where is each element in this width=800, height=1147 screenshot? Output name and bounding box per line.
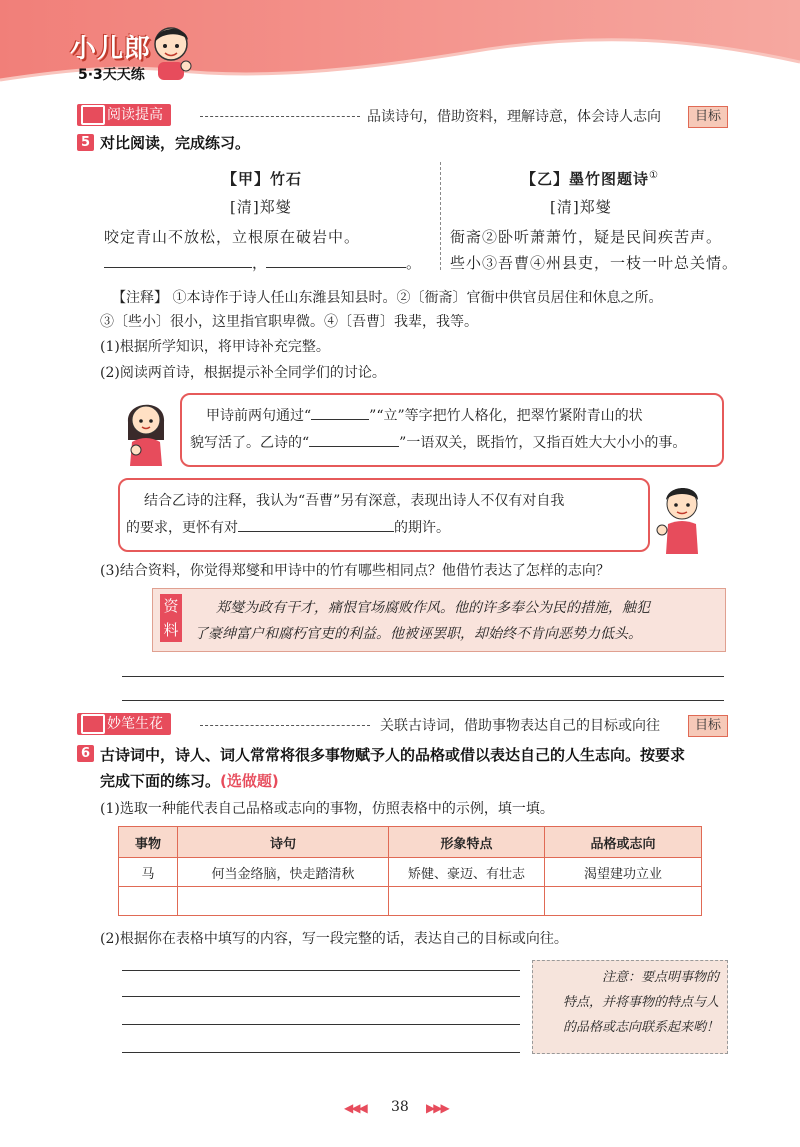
answer-blank[interactable] <box>309 434 399 447</box>
tip-line: 特点，并将事物的特点与人 <box>562 995 719 1010</box>
poem-a-author: [清]郑燮 <box>230 198 292 216</box>
section-goal: 关联古诗词，借助事物表达自己的目标或向往 <box>380 718 660 734</box>
bubble-line <box>206 405 643 425</box>
notes-line: 【注释】 ①本诗作于诗人任山东潍县知县时。②〔衙斋〕官衙中供官员居住和休息之所。 <box>112 290 663 306</box>
section-goal: 品读诗句，借助资料，理解诗意，体会诗人志向 <box>367 109 661 125</box>
sub-question: (1)根据所学知识，将甲诗补充完整。 <box>100 339 330 355</box>
table-cell-empty[interactable] <box>545 887 702 916</box>
question-title-text: 完成下面的练习。 <box>100 772 221 790</box>
poem-b-line2: 些小③吾曹④州县吏，一枝一叶总关情。 <box>450 254 739 272</box>
material-tag-char: 资 <box>163 597 179 615</box>
section-badge-label: 阅读提高 <box>107 107 163 123</box>
book-icon <box>81 105 105 125</box>
sub-question: (2)阅读两首诗，根据提示补全同学们的讨论。 <box>100 365 386 381</box>
answer-blank[interactable] <box>266 267 406 268</box>
answer-line[interactable] <box>122 970 520 971</box>
poem-b-author: [清]郑燮 <box>550 198 612 216</box>
next-page-arrows-icon[interactable]: ▶▶▶ <box>426 1101 448 1115</box>
question-number: 5 <box>77 134 94 151</box>
poem-a-comma: ， <box>252 254 269 272</box>
bubble-line: 结合乙诗的注释，我认为“吾曹”另有深意，表现出诗人不仅有对自我 <box>144 493 565 509</box>
answer-line[interactable] <box>122 1052 520 1053</box>
sub-question: (2)根据你在表格中填写的内容，写一段完整的话，表达自己的目标或向往。 <box>100 931 568 947</box>
answer-line[interactable] <box>122 996 520 997</box>
section-badge-writing <box>77 713 171 735</box>
girl-avatar-icon <box>118 392 174 466</box>
answer-blank[interactable] <box>104 267 252 268</box>
answer-blank[interactable] <box>311 407 369 420</box>
optional-label: (选做题) <box>220 772 279 790</box>
question-number: 6 <box>77 745 94 762</box>
table-cell: 矫健、豪迈、有壮志 <box>389 858 545 887</box>
table-cell-empty[interactable] <box>389 887 545 916</box>
boy-mascot-icon <box>148 20 194 82</box>
goal-tag: 目标 <box>688 106 728 128</box>
bubble-text: ”“立”等字把竹人格化，把翠竹紧附青山的状 <box>369 408 643 424</box>
goal-tag: 目标 <box>688 715 728 737</box>
table-cell-empty[interactable] <box>119 887 178 916</box>
table-row[interactable] <box>119 887 702 916</box>
bubble-line <box>190 432 686 452</box>
bubble-text: 貌写活了。乙诗的“ <box>190 435 310 451</box>
poem-a-period: 。 <box>406 254 423 272</box>
table-cell-empty[interactable] <box>178 887 389 916</box>
notes-line: ③〔些小〕很小，这里指官职卑微。④〔吾曹〕我辈，我等。 <box>100 314 478 330</box>
section-badge-label: 妙笔生花 <box>107 716 163 732</box>
section-divider <box>200 725 370 726</box>
table-cell: 渴望建功立业 <box>545 858 702 887</box>
table-header: 品格或志向 <box>545 827 702 858</box>
boy-avatar-icon <box>652 478 712 554</box>
table-header: 形象特点 <box>389 827 545 858</box>
poem-b-title-text: 【乙】墨竹图题诗 <box>521 170 650 188</box>
material-tag <box>160 594 182 642</box>
section-divider <box>200 116 360 117</box>
section-badge-reading <box>77 104 171 126</box>
brand-logo: 小儿郎 <box>70 34 152 64</box>
example-table <box>118 826 702 916</box>
poem-b-title <box>521 168 659 189</box>
tip-line: 的品格或志向联系起来哟！ <box>562 1020 719 1035</box>
bubble-text: 的期许。 <box>394 520 450 536</box>
series-name: 5·3天天练 <box>78 67 145 83</box>
page-number: 38 <box>391 1099 409 1115</box>
bubble-text: 的要求，更怀有对 <box>126 520 238 536</box>
material-line: 郑燮为政有干才，痛恨官场腐败作风。他的许多奉公为民的措施，触犯 <box>216 600 650 616</box>
question-title: 古诗词中，诗人、词人常常将很多事物赋予人的品格或借以表达自己的人生志向。按要求 <box>100 746 686 764</box>
answer-line[interactable] <box>122 1024 520 1025</box>
sub-question: (3)结合资料，你觉得郑燮和甲诗中的竹有哪些相同点？他借竹表达了怎样的志向？ <box>100 563 610 579</box>
bubble-line <box>126 517 450 537</box>
answer-blank[interactable] <box>238 519 394 532</box>
answer-line[interactable] <box>122 676 724 677</box>
tip-line: 注意：要点明事物的 <box>601 970 719 985</box>
bubble-text: ”一语双关，既指竹，又指百姓大大小小的事。 <box>399 435 687 451</box>
material-tag-char: 料 <box>163 621 179 639</box>
table-header: 诗句 <box>178 827 389 858</box>
question-title: 对比阅读，完成练习。 <box>100 134 251 152</box>
poem-a-title: 【甲】竹石 <box>222 170 303 188</box>
bubble-text: 甲诗前两句通过“ <box>206 408 312 424</box>
sub-question: (1)选取一种能代表自己品格或志向的事物，仿照表格中的示例，填一填。 <box>100 801 554 817</box>
prev-page-arrows-icon[interactable]: ◀◀◀ <box>344 1101 366 1115</box>
table-header: 事物 <box>119 827 178 858</box>
tip-note <box>532 960 728 1054</box>
material-line: 了豪绅富户和腐朽官吏的利益。他被诬罢职，却始终不肯向恶势力低头。 <box>194 626 642 642</box>
table-row <box>119 858 702 887</box>
table-header-row <box>119 827 702 858</box>
footnote-marker: ① <box>649 170 659 181</box>
poem-a-line1: 咬定青山不放松，立根原在破岩中。 <box>104 228 361 246</box>
table-cell: 何当金络脑，快走踏清秋 <box>178 858 389 887</box>
poem-divider <box>440 162 441 270</box>
answer-line[interactable] <box>122 700 724 701</box>
poem-b-line1: 衙斋②卧听萧萧竹，疑是民间疾苦声。 <box>450 228 723 246</box>
table-cell: 马 <box>119 858 178 887</box>
book-icon <box>81 714 105 734</box>
question-title <box>100 770 279 791</box>
